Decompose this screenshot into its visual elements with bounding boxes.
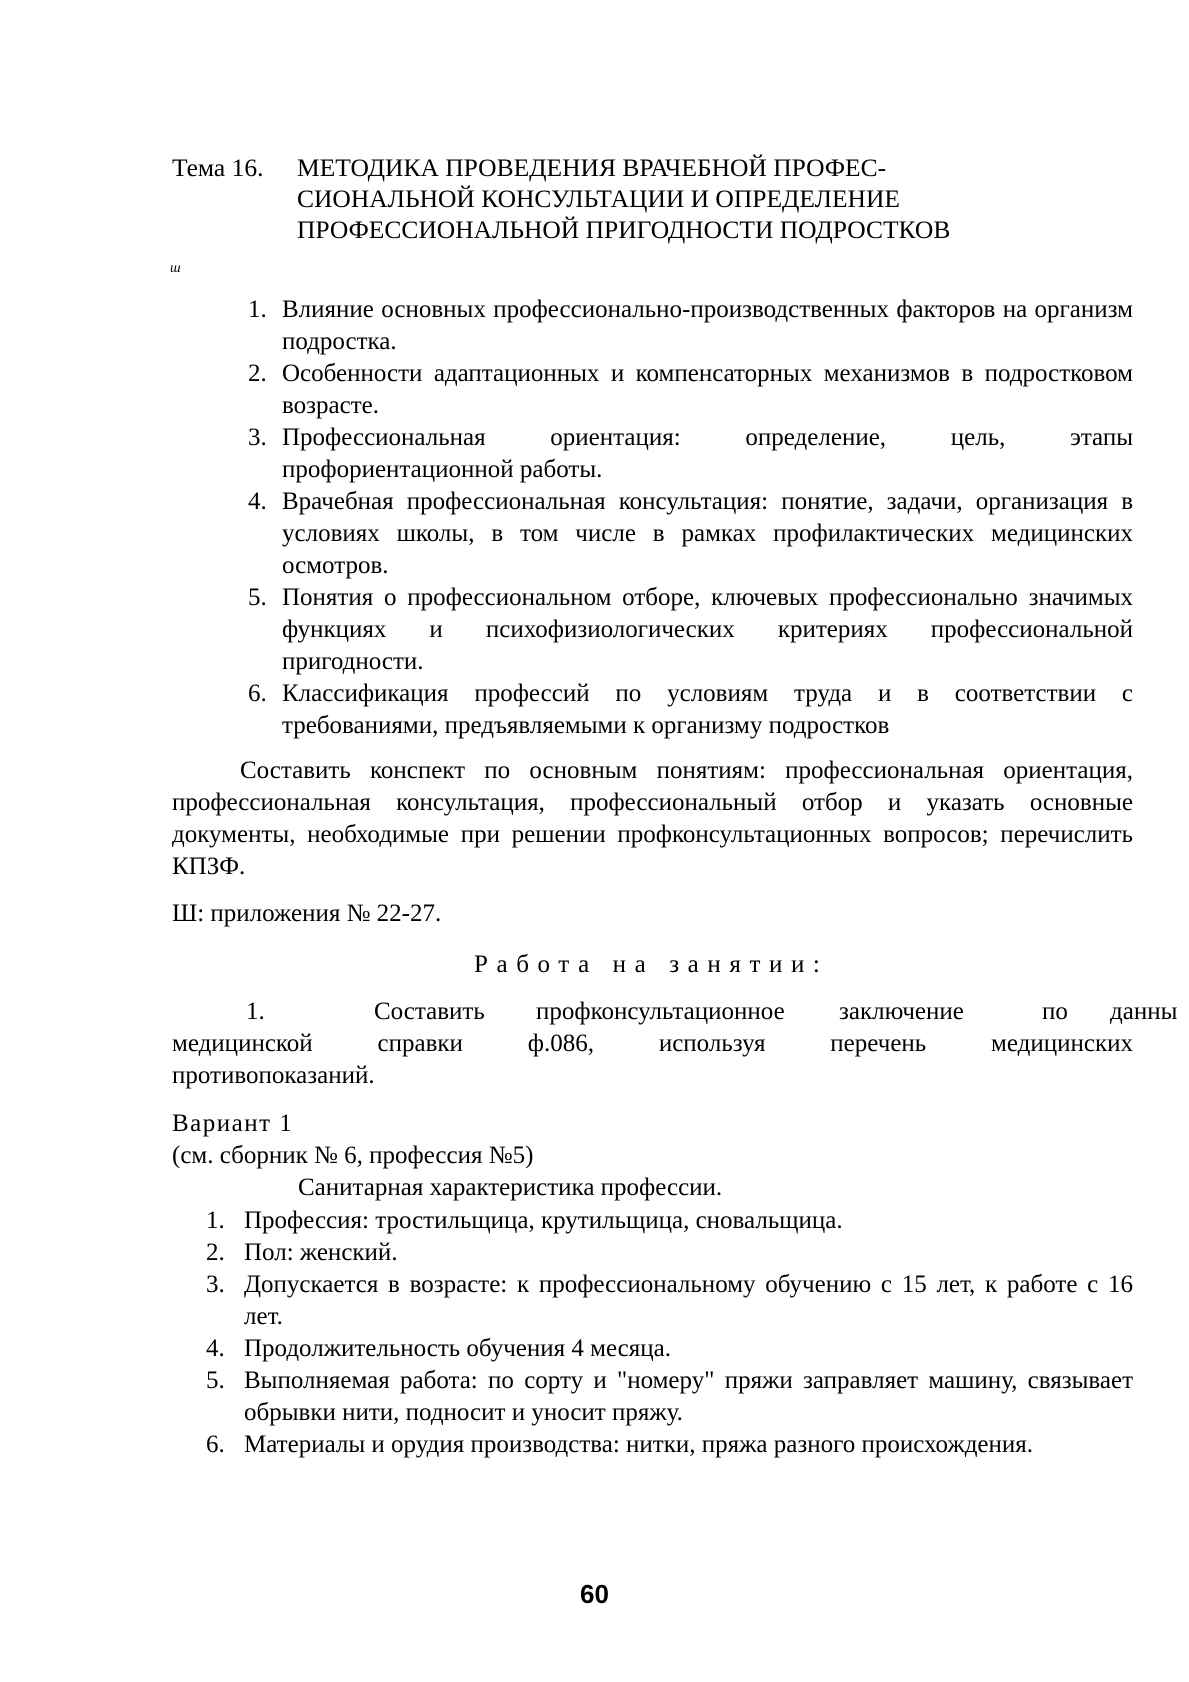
sanitary-characteristic-title: Санитарная характеристика профессии. (298, 1174, 723, 1201)
list-item-text: Профессиональная ориентация: определение, цель, этапы профориентационной работы. (282, 424, 1133, 483)
topic-heading (172, 152, 1132, 245)
study-questions-list (248, 294, 1133, 742)
list-item-number: 4. (248, 488, 267, 515)
list-item-text: Врачебная профессиональная консультация: понятие, задачи, организация в условиях школы, в том числе в рамках профилактических медицинских осмотров. (282, 488, 1133, 579)
list-item-number: 1. (248, 296, 267, 323)
list-item (206, 1269, 1133, 1333)
list-item (206, 1429, 1133, 1461)
list-item-text: Материалы и орудия производства: нитки, пряжа разного происхождения. (244, 1431, 1034, 1458)
topic-title-line-2: СИОНАЛЬНОЙ КОНСУЛЬТАЦИИ И ОПРЕДЕЛЕНИЕ (297, 184, 900, 213)
list-item-number: 1. (206, 1207, 225, 1234)
list-item-text: Профессия: тростильщица, крутильщица, сновальщица. (244, 1207, 843, 1234)
list-item-text: Допускается в возрасте: к профессиональному обучению с 15 лет, к работе с 16 лет. (244, 1271, 1133, 1330)
work-task-word: данны (1110, 998, 1178, 1025)
work-task-word: заключение (839, 998, 964, 1025)
page-number: 60 (580, 1579, 609, 1609)
work-task-line-3: противопоказаний. (172, 1062, 375, 1089)
list-item-number: 3. (206, 1271, 225, 1298)
topic-number: Тема 16. (172, 153, 264, 182)
list-item-number: 3. (248, 424, 267, 451)
list-item-text: Классификация профессий по условиям труда и в соответствии с требованиями, предъявляемыми к организму подростков (282, 680, 1133, 739)
margin-mark: ш (170, 261, 181, 276)
list-item-number: 2. (248, 360, 267, 387)
list-item (248, 294, 1133, 358)
list-item (248, 358, 1133, 422)
list-item-text: Особенности адаптационных и компенсаторных механизмов в подростковом возрасте. (282, 360, 1133, 419)
work-task-word: Составить (374, 998, 485, 1025)
list-item (206, 1205, 1133, 1237)
list-item-text: Понятия о профессиональном отборе, ключевых профессионально значимых функциях и психофизиологических критериях профессиональной пригодности. (282, 584, 1133, 675)
work-task-line-2: медицинской справки ф.086, используя перечень медицинских (172, 1030, 1133, 1057)
list-item (248, 422, 1133, 486)
variant-title: Вариант 1 (172, 1110, 294, 1137)
work-task-word: по (1042, 998, 1068, 1025)
list-item (248, 582, 1133, 678)
list-item-number: 2. (206, 1239, 225, 1266)
task-paragraph: Составить конспект по основным понятиям: профессиональная ориентация, профессиональная консультация, профессиональный отбор и указать основные документы, необходимые при решении профконсультационных вопросов; перечислить КПЗФ. (172, 757, 1133, 880)
list-item (248, 486, 1133, 582)
work-task-number: 1. (246, 998, 265, 1025)
list-item-text: Продолжительность обучения 4 месяца. (244, 1335, 671, 1362)
list-item (206, 1365, 1133, 1429)
list-item-number: 6. (206, 1431, 225, 1458)
work-task (172, 996, 1178, 1092)
list-item-number: 5. (206, 1367, 225, 1394)
section-title: Работа на занятии: (474, 951, 829, 978)
list-item-number: 6. (248, 680, 267, 707)
list-item-number: 4. (206, 1335, 225, 1362)
list-item-text: Пол: женский. (244, 1239, 398, 1266)
list-item-text: Влияние основных профессионально-производственных факторов на организм подростка. (282, 296, 1133, 355)
topic-title-line-1: МЕТОДИКА ПРОВЕДЕНИЯ ВРАЧЕБНОЙ ПРОФЕС- (297, 153, 887, 182)
work-task-word: профконсультационное (536, 998, 785, 1025)
list-item-number: 5. (248, 584, 267, 611)
profession-characteristics-list (206, 1205, 1133, 1461)
appendix-reference: Ш: приложения № 22-27. (172, 900, 442, 927)
list-item (248, 678, 1133, 742)
topic-title-line-3: ПРОФЕССИОНАЛЬНОЙ ПРИГОДНОСТИ ПОДРОСТКОВ (297, 215, 951, 244)
list-item (206, 1333, 1133, 1365)
collection-reference: (см. сборник № 6, профессия №5) (172, 1142, 534, 1169)
list-item (206, 1237, 1133, 1269)
list-item-text: Выполняемая работа: по сорту и "номеру" пряжи заправляет машину, связывает обрывки нити, подносит и уносит пряжу. (244, 1367, 1133, 1426)
